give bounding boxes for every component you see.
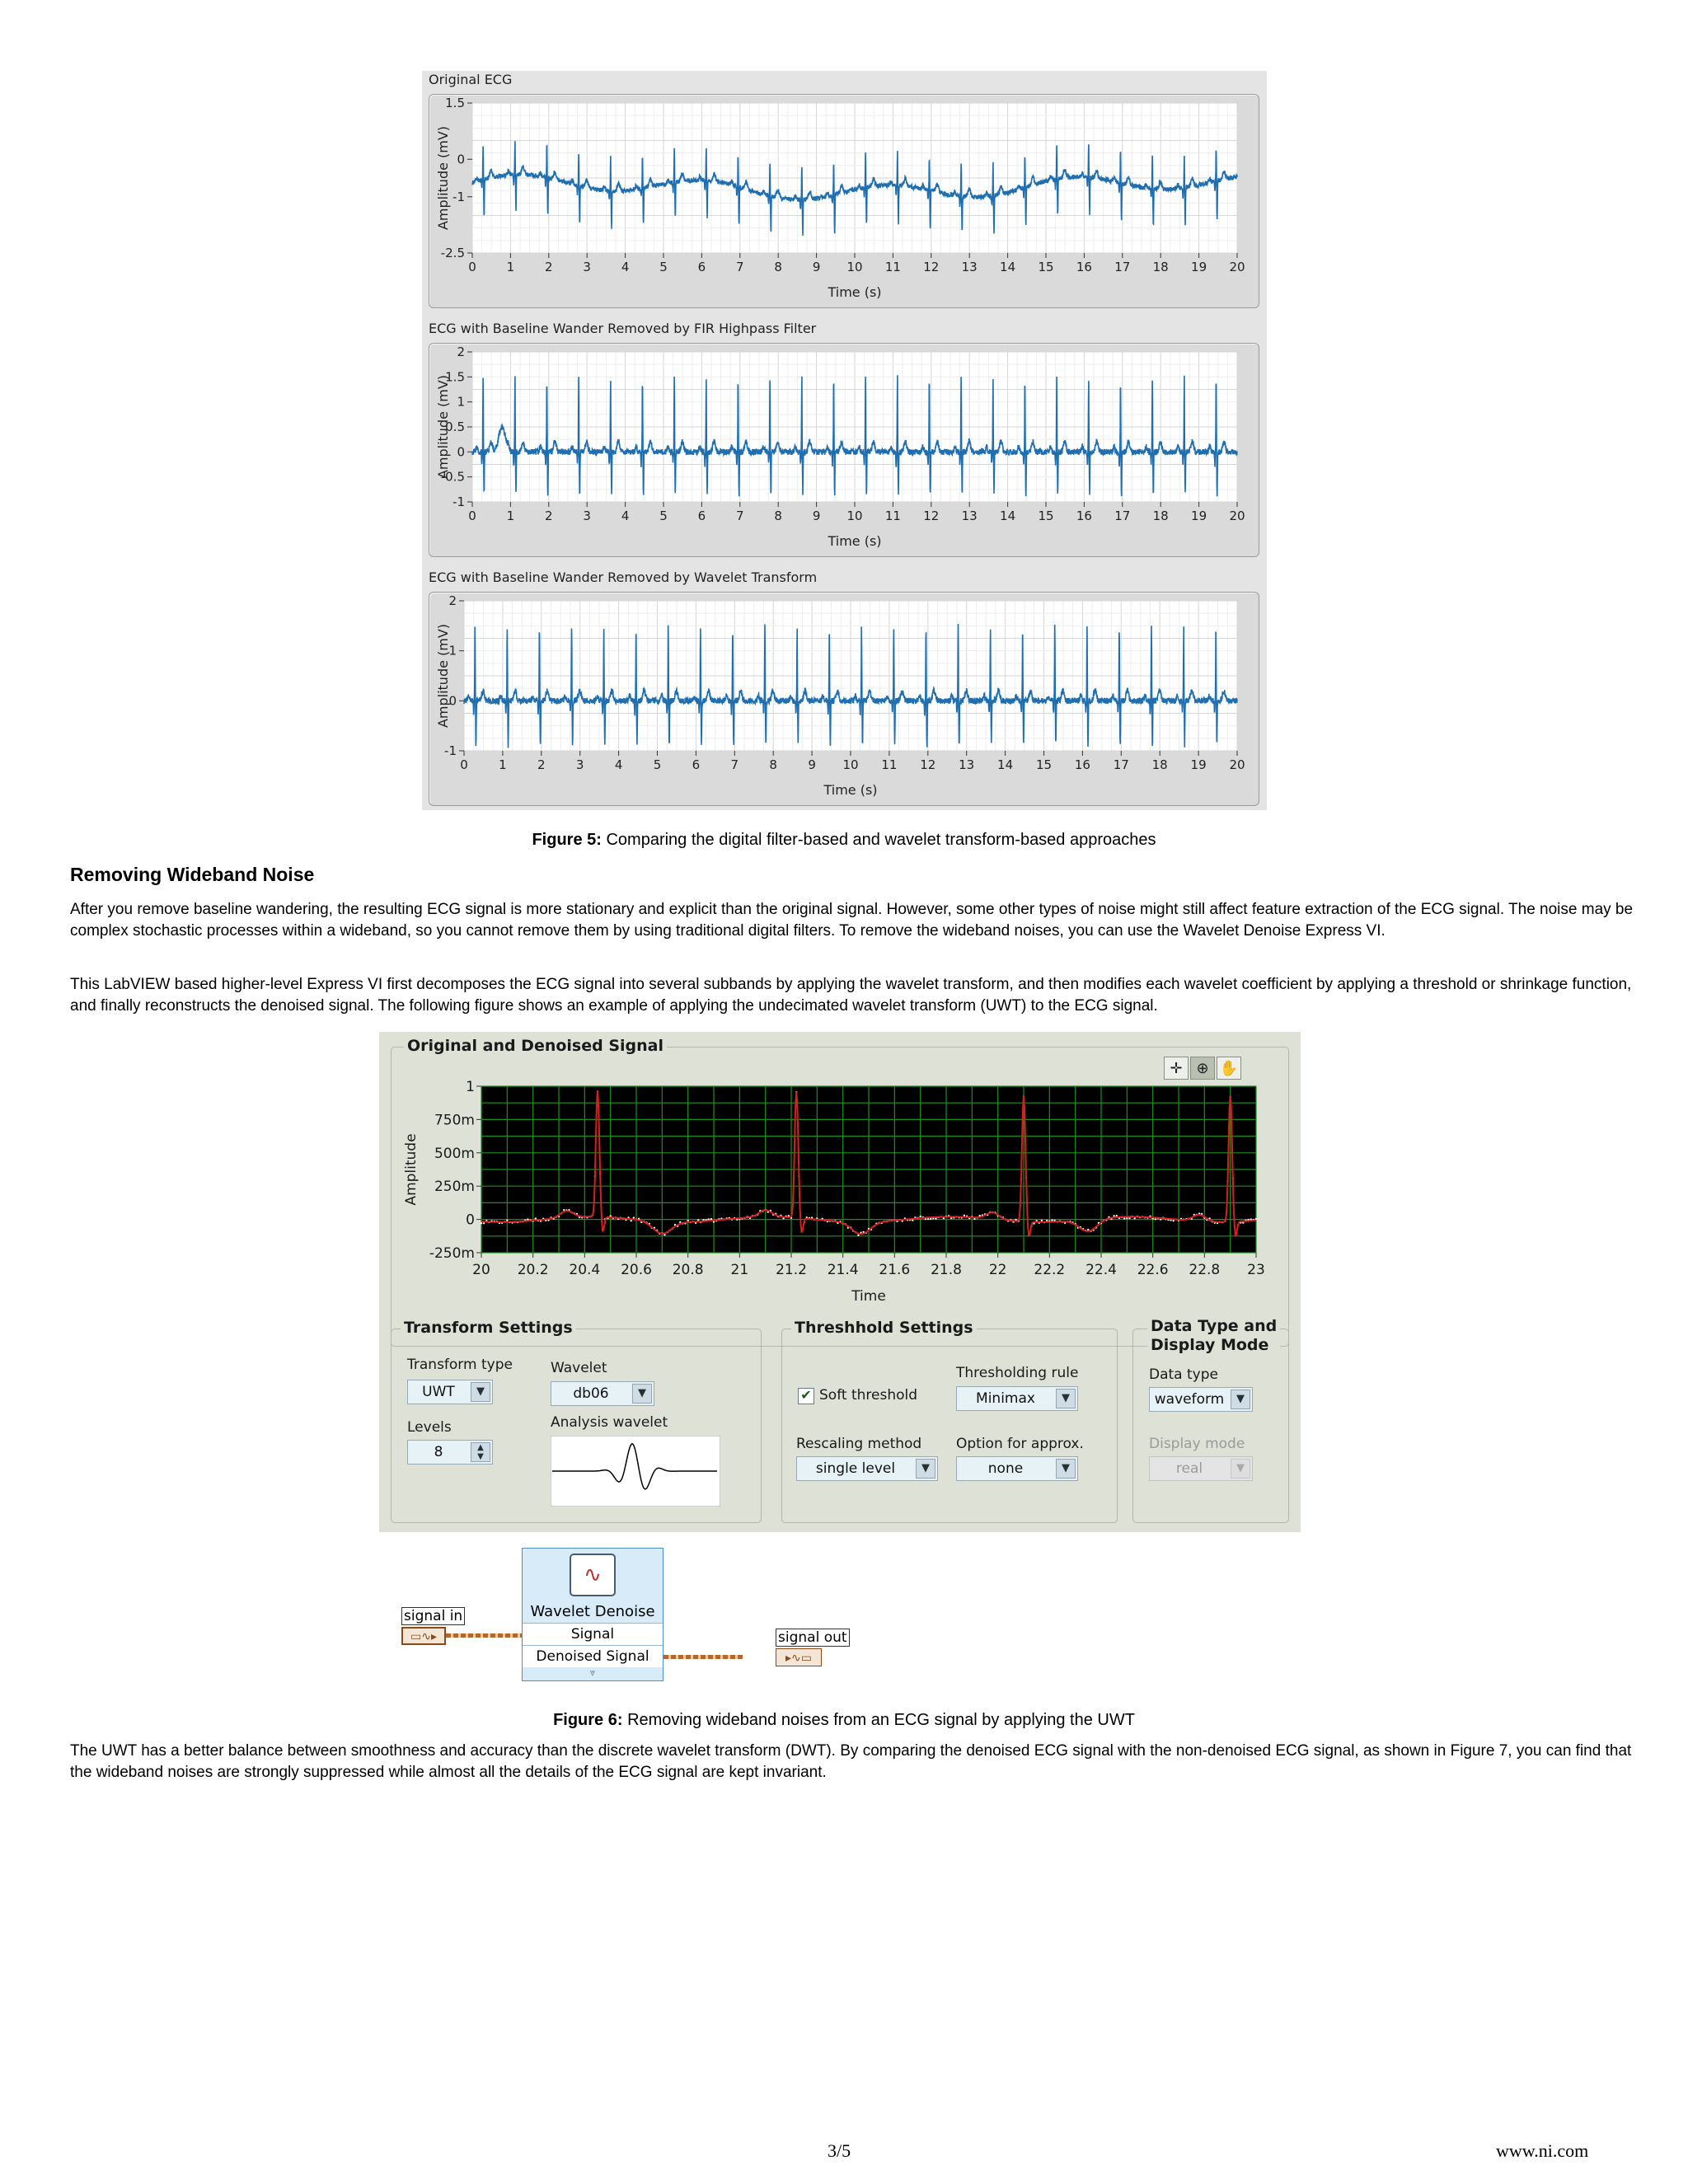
thresholding-rule-select[interactable] (956, 1386, 1078, 1411)
x-tick-label: 4 (621, 509, 630, 523)
grid (464, 601, 1237, 751)
x-tick-label: 22.8 (1189, 1262, 1221, 1278)
original-point (1134, 1217, 1136, 1219)
y-tick-label: -2.5 (440, 246, 465, 260)
x-tick-label: 20.2 (517, 1262, 549, 1278)
x-tick-label: 16 (1076, 509, 1092, 523)
x-tick-label: 9 (808, 757, 816, 772)
original-point (481, 1222, 482, 1224)
y-tick-label: 500m (434, 1145, 475, 1162)
y-axis-label: Amplitude (mV) (435, 125, 451, 231)
wavelet-select[interactable] (551, 1381, 654, 1406)
x-tick-label: 16 (1074, 757, 1090, 772)
x-tick-label: 13 (959, 757, 975, 772)
x-tick-label: 15 (1038, 260, 1054, 274)
analysis-wavelet-plot (551, 1436, 720, 1507)
chevron-down-icon[interactable]: ▼ (632, 1384, 652, 1404)
x-tick-label: 14 (997, 757, 1014, 772)
data-type-label: Data type (1149, 1366, 1218, 1383)
data-type-title (1147, 1317, 1280, 1355)
x-tick-label: 22.2 (1034, 1262, 1066, 1278)
figure-5-caption-text: Comparing the digital filter-based and wavelet transform-based approaches (601, 831, 1156, 849)
y-tick-label: -0.5 (440, 469, 465, 485)
x-tick-label: 14 (1000, 260, 1016, 274)
x-tick-label: 2 (545, 509, 553, 523)
x-tick-label: 19 (1191, 509, 1207, 523)
x-tick-label: 22.4 (1085, 1262, 1117, 1278)
wavelet-denoise-vi[interactable] (522, 1548, 663, 1681)
x-tick-label: 1 (506, 509, 515, 523)
x-tick-label: 3 (583, 260, 591, 274)
y-tick-label: 0 (457, 152, 465, 167)
y-tick-label: 1 (457, 394, 465, 410)
x-tick-label: 11 (884, 509, 901, 523)
fir-highpass-ecg-chart (429, 344, 1259, 556)
grid (472, 352, 1237, 502)
x-tick-label: 9 (812, 260, 821, 274)
original-point (964, 1215, 965, 1216)
x-tick-label: 22.6 (1137, 1262, 1169, 1278)
x-tick-label: 19 (1191, 260, 1207, 274)
thresholding-rule-value: Minimax (976, 1390, 1035, 1407)
display-mode-label: Display mode (1149, 1436, 1245, 1452)
figure-5-caption (0, 831, 1688, 850)
x-tick-label: 1 (499, 757, 507, 772)
signal-out-label: signal out (776, 1629, 850, 1647)
x-tick-label: 18 (1152, 260, 1169, 274)
x-tick-label: 2 (545, 260, 553, 274)
chevron-down-icon[interactable]: ▼ (1056, 1389, 1076, 1408)
y-tick-label: 2 (448, 593, 457, 608)
transform-type-value: UWT (422, 1384, 455, 1400)
figure-6-front-panel (379, 1032, 1301, 1532)
x-tick-label: 20 (1229, 509, 1245, 523)
x-tick-label: 10 (846, 260, 863, 274)
chevron-down-icon[interactable]: ▼ (916, 1459, 935, 1479)
y-axis-label: Amplitude (mV) (435, 623, 451, 729)
paragraph-2: This LabVIEW based higher-level Express VI first decomposes the ECG signal into several subbands by applying the wavelet transform, and then modifies each wavelet coefficient by applying a threshold or shrinkage function, and finally reconstructs the denoised signal. The following figure shows an example of applying the undecimated wavelet transform (UWT) to the ECG signal. (70, 976, 1632, 1015)
x-tick-label: 20.6 (621, 1262, 652, 1278)
data-type-title-line2: Display Mode (1151, 1336, 1269, 1354)
x-axis-label: Time (851, 1288, 886, 1305)
plot3-title: ECG with Baseline Wander Removed by Wavelet Transform (429, 569, 818, 585)
y-tick-label: 250m (434, 1179, 475, 1196)
plot1-frame (429, 94, 1259, 308)
original-point (631, 1220, 632, 1221)
x-tick-label: 12 (920, 757, 936, 772)
y-tick-label: 1.5 (445, 369, 465, 385)
x-tick-label: 23 (1247, 1262, 1265, 1278)
y-tick-label: 0 (466, 1212, 475, 1229)
plot2-frame (429, 343, 1259, 557)
x-axis-label: Time (s) (823, 782, 878, 798)
x-tick-label: 21.8 (931, 1262, 962, 1278)
x-tick-label: 9 (812, 509, 821, 523)
x-tick-label: 12 (923, 260, 940, 274)
soft-threshold-checkbox[interactable]: ✔ (798, 1388, 814, 1404)
vi-name: Wavelet Denoise (530, 1603, 655, 1620)
x-tick-label: 21.2 (776, 1262, 807, 1278)
x-tick-label: 21.4 (827, 1262, 859, 1278)
y-tick-label: -1 (452, 494, 465, 509)
x-tick-label: 22 (988, 1262, 1007, 1278)
x-tick-label: 12 (923, 509, 940, 523)
analysis-wavelet-label: Analysis wavelet (551, 1414, 668, 1431)
chevron-down-icon[interactable]: ▼ (1231, 1459, 1250, 1479)
x-tick-label: 4 (614, 757, 623, 772)
plot3-frame (429, 592, 1259, 806)
x-tick-label: 5 (659, 260, 668, 274)
block-diagram (379, 1541, 1301, 1681)
x-tick-label: 20.8 (672, 1262, 704, 1278)
signal-in-terminal[interactable]: ▭∿▸ (401, 1627, 446, 1645)
x-axis-label: Time (s) (828, 533, 882, 549)
original-point (535, 1217, 537, 1219)
x-tick-label: 1 (506, 260, 515, 274)
levels-stepper[interactable] (407, 1440, 493, 1465)
signal-out-indicator[interactable]: ▸∿▭ (776, 1648, 822, 1666)
y-tick-label: 750m (434, 1112, 475, 1129)
original-point (1123, 1217, 1125, 1219)
transform-settings-title: Transform Settings (401, 1319, 576, 1337)
x-tick-label: 5 (659, 509, 668, 523)
y-tick-label: 1.5 (445, 96, 465, 110)
pan-hand-icon[interactable]: ✋ (1217, 1057, 1241, 1080)
y-tick-label: 1 (466, 1079, 475, 1095)
rescaling-method-value: single level (815, 1460, 896, 1477)
x-tick-label: 13 (961, 509, 978, 523)
y-tick-label: 1 (448, 643, 457, 658)
x-tick-label: 7 (736, 260, 744, 274)
plot2-title: ECG with Baseline Wander Removed by FIR Highpass Filter (429, 321, 817, 336)
chevron-down-icon[interactable]: ▼ (1231, 1390, 1250, 1409)
x-tick-label: 4 (621, 260, 630, 274)
x-tick-label: 10 (842, 757, 859, 772)
data-type-select[interactable] (1149, 1387, 1253, 1412)
wavelet-denoise-icon: ∿ (570, 1554, 616, 1596)
option-approx-select[interactable] (956, 1456, 1078, 1481)
y-tick-label: 0 (457, 444, 465, 460)
chevron-down-icon[interactable]: ▼ (471, 1382, 490, 1402)
wire-out (663, 1655, 743, 1659)
x-tick-label: 6 (692, 757, 701, 772)
x-tick-label: 6 (697, 260, 706, 274)
crosshair-icon[interactable]: ✛ (1164, 1057, 1189, 1080)
x-tick-label: 3 (575, 757, 584, 772)
y-tick-label: 0 (448, 693, 457, 709)
x-tick-label: 8 (769, 757, 777, 772)
wavelet-ecg-chart (429, 593, 1259, 805)
x-tick-label: 16 (1076, 260, 1092, 274)
threshold-settings-box (781, 1329, 1118, 1523)
wavelet-value: db06 (573, 1385, 609, 1402)
x-tick-label: 6 (697, 509, 706, 523)
original-ecg-chart (429, 95, 1259, 307)
site-url: www.ni.com (1496, 2140, 1589, 2161)
x-tick-label: 0 (468, 260, 476, 274)
section-heading: Removing Wideband Noise (70, 864, 315, 885)
y-tick-label: -250m (429, 1245, 475, 1262)
paragraph-1: After you remove baseline wandering, the resulting ECG signal is more stationary and explicit than the original signal. However, some other types of noise might still affect feature extraction of the ECG signal. The noise may be complex stochastic processes within a wideband, so you cannot remove them by using traditional digital filters. To remove the wideband noises, you can use the Wavelet Denoise Express VI. (70, 901, 1634, 940)
grid (472, 103, 1237, 253)
vi-output-denoised[interactable]: Denoised Signal (523, 1645, 663, 1667)
signal-in-label: signal in (401, 1607, 465, 1625)
data-type-title-line1: Data Type and (1151, 1317, 1278, 1335)
x-tick-label: 3 (583, 509, 591, 523)
zoom-icon[interactable]: ⊕ (1190, 1057, 1215, 1080)
x-tick-label: 21.6 (879, 1262, 911, 1278)
denoise-chart (379, 1032, 1301, 1312)
data-type-box (1132, 1329, 1289, 1523)
data-type-value: waveform (1154, 1391, 1225, 1408)
x-axis-label: Time (s) (828, 284, 882, 300)
option-approx-label: Option for approx. (956, 1436, 1084, 1452)
original-point (483, 1222, 485, 1224)
figure-6-caption-label: Figure 6: (553, 1711, 623, 1729)
display-mode-value: real (1175, 1460, 1203, 1477)
soft-threshold-label: Soft threshold (819, 1387, 918, 1404)
x-tick-label: 7 (736, 509, 744, 523)
transform-type-label: Transform type (407, 1357, 513, 1373)
chevron-down-icon[interactable]: ▼ (1056, 1459, 1076, 1479)
wavelet-label: Wavelet (551, 1360, 607, 1376)
levels-label: Levels (407, 1419, 452, 1436)
transform-type-select[interactable] (407, 1380, 493, 1404)
figure-5-panel (422, 71, 1267, 810)
x-tick-label: 11 (884, 260, 901, 274)
x-tick-label: 19 (1190, 757, 1207, 772)
levels-value: 8 (434, 1444, 443, 1460)
original-point (920, 1216, 921, 1217)
y-tick-label: 0.5 (445, 419, 465, 434)
y-axis-label: Amplitude (403, 1133, 420, 1206)
x-tick-label: 20.4 (569, 1262, 601, 1278)
x-tick-label: 0 (468, 509, 476, 523)
graph-title: Original and Denoised Signal (404, 1037, 667, 1055)
x-tick-label: 17 (1113, 757, 1129, 772)
paragraph-3: The UWT has a better balance between smoothness and accuracy than the discrete wavelet transform (DWT). By comparing the denoised ECG signal with the non-denoised ECG signal, as shown in Figure 7, you can find that the wideband noises are strongly suppressed while almost all the details of the ECG signal are kept invariant. (70, 1742, 1632, 1781)
threshold-settings-title: Threshhold Settings (791, 1319, 977, 1337)
y-tick-label: 2 (457, 344, 465, 359)
vi-input-signal[interactable]: Signal (523, 1623, 663, 1645)
x-tick-label: 20 (1229, 260, 1245, 274)
y-tick-label: -1 (444, 743, 457, 758)
x-tick-label: 20 (1229, 757, 1245, 772)
x-tick-label: 8 (774, 509, 782, 523)
stepper-arrows-icon[interactable]: ▲ ▼ (471, 1442, 490, 1462)
original-point (506, 1220, 508, 1221)
figure-6-caption-text: Removing wideband noises from an ECG signal by applying the UWT (622, 1711, 1135, 1729)
option-approx-value: none (987, 1460, 1024, 1477)
x-tick-label: 21 (730, 1262, 749, 1278)
x-tick-label: 0 (460, 757, 468, 772)
x-tick-label: 8 (774, 260, 782, 274)
x-tick-label: 17 (1114, 260, 1131, 274)
figure-6-caption (0, 1711, 1688, 1730)
expand-arrow-icon[interactable]: ⩔ (589, 1666, 596, 1678)
figure-5-caption-label: Figure 5: (532, 831, 602, 849)
x-tick-label: 18 (1152, 509, 1169, 523)
x-tick-label: 7 (730, 757, 739, 772)
rescaling-method-select[interactable] (796, 1456, 938, 1481)
x-tick-label: 17 (1114, 509, 1131, 523)
x-tick-label: 18 (1151, 757, 1168, 772)
y-tick-label: -1 (452, 189, 465, 204)
x-tick-label: 15 (1035, 757, 1053, 772)
x-tick-label: 11 (881, 757, 898, 772)
x-tick-label: 5 (653, 757, 662, 772)
x-tick-label: 20 (472, 1262, 490, 1278)
x-tick-label: 15 (1038, 509, 1054, 523)
thresholding-rule-label: Thresholding rule (956, 1365, 1079, 1381)
y-axis-label: Amplitude (mV) (435, 374, 451, 480)
page-number: 3/5 (828, 2140, 851, 2161)
rescaling-method-label: Rescaling method (796, 1436, 922, 1452)
x-tick-label: 14 (1000, 509, 1016, 523)
x-tick-label: 13 (961, 260, 978, 274)
x-tick-label: 10 (846, 509, 863, 523)
x-tick-label: 2 (537, 757, 546, 772)
plot1-title: Original ECG (429, 72, 513, 87)
display-mode-select[interactable] (1149, 1456, 1253, 1481)
